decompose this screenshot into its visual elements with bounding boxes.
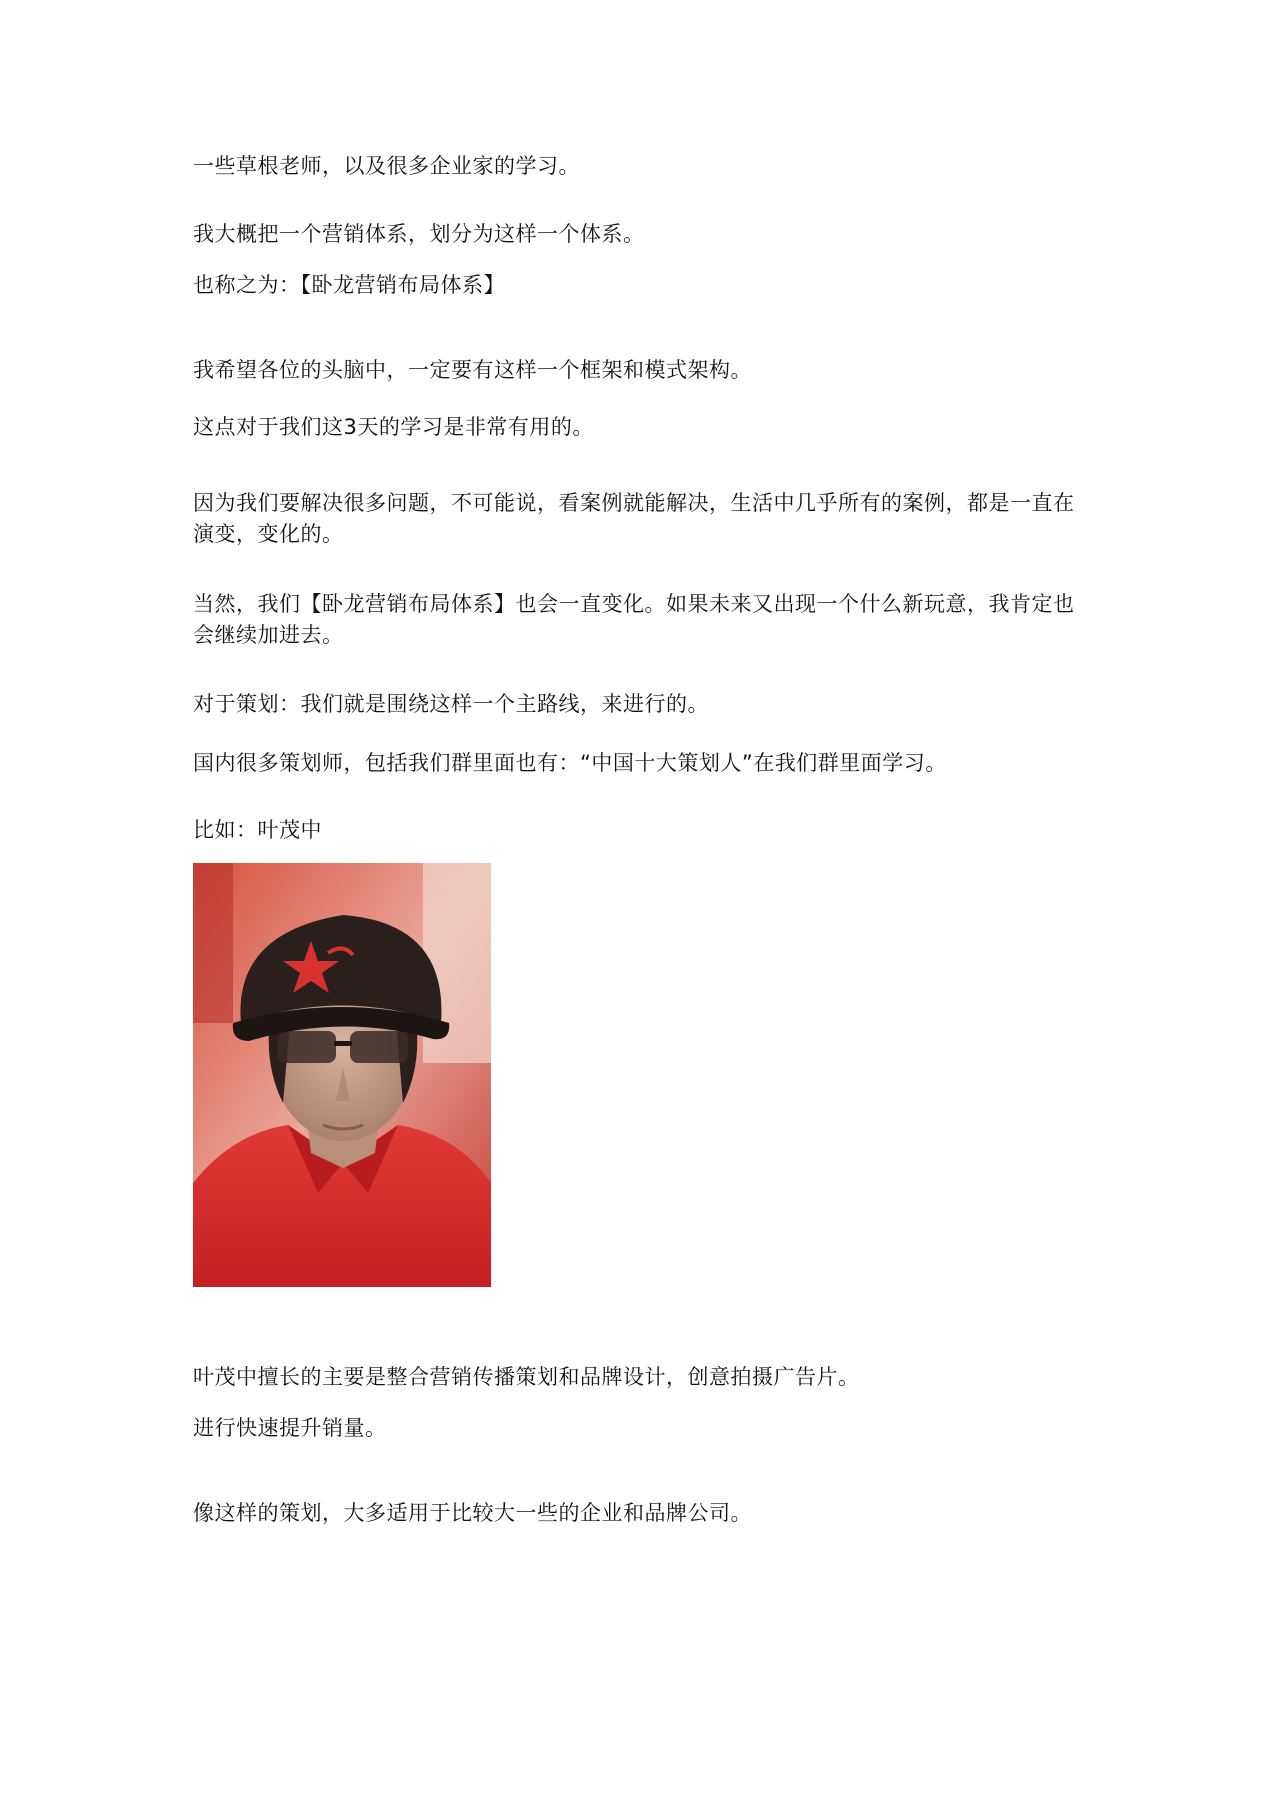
portrait-photo [193,863,491,1287]
paragraph-12: 进行快速提升销量。 [193,1416,387,1440]
paragraph-4: 我希望各位的头脑中，一定要有这样一个框架和模式架构。 [193,358,752,382]
paragraph-13: 像这样的策划，大多适用于比较大一些的企业和品牌公司。 [193,1501,752,1525]
paragraph-10: 比如：叶茂中 [193,818,322,842]
paragraph-1: 一些草根老师，以及很多企业家的学习。 [193,154,580,178]
portrait-illustration [193,863,491,1287]
paragraph-9: 国内很多策划师，包括我们群里面也有：“中国十大策划人”在我们群里面学习。 [193,751,947,775]
paragraph-3: 也称之为：【卧龙营销布局体系】 [193,273,505,297]
paragraph-8: 对于策划：我们就是围绕这样一个主路线，来进行的。 [193,692,709,716]
paragraph-7: 当然，我们【卧龙营销布局体系】也会一直变化。如果未来又出现一个什么新玩意，我肯定也会继续加进去。 [193,592,1075,647]
paragraph-6: 因为我们要解决很多问题，不可能说，看案例就能解决，生活中几乎所有的案例，都是一直在演变，变化的。 [193,491,1075,546]
paragraph-5: 这点对于我们这3天的学习是非常有用的。 [193,415,594,439]
paragraph-2: 我大概把一个营销体系，划分为这样一个体系。 [193,222,645,246]
paragraph-11: 叶茂中擅长的主要是整合营销传播策划和品牌设计，创意拍摄广告片。 [193,1365,860,1389]
